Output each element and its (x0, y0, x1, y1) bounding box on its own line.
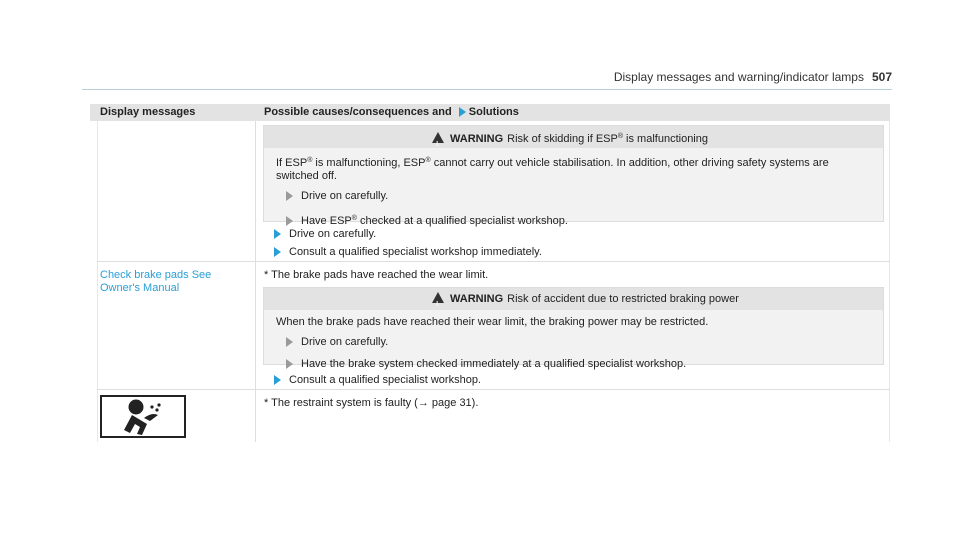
esp-warning-box (263, 125, 884, 227)
warning-step: Have the brake system checked immediately at a qualified specialist workshop. (286, 358, 871, 371)
airbag-warning-icon (100, 395, 186, 438)
warning-body: When the brake pads have reached their wear limit, the braking power may be restricted. (276, 316, 709, 328)
column-header-causes (254, 104, 890, 121)
row-divider (97, 261, 890, 262)
table-border-left (97, 121, 98, 442)
warning-body: If ESP® is malfunctioning, ESP® cannot carry out vehicle stabilisation. In addition, other driving safety systems are switched off. (276, 157, 829, 182)
page-number: 507 (871, 70, 892, 84)
warning-header (264, 288, 883, 310)
table-border-right (889, 121, 890, 442)
step-arrow-icon (274, 247, 281, 257)
warning-title: Risk of accident due to restricted braking power (507, 293, 739, 305)
brake-warning-box (263, 287, 884, 370)
messages-table (90, 104, 890, 442)
cause-text: * The brake pads have reached the wear limit. (264, 269, 489, 281)
column-divider (255, 121, 256, 442)
warning-title-b: is malfunctioning (623, 133, 708, 145)
step-arrow-icon (286, 216, 293, 226)
step-arrow-icon (286, 359, 293, 369)
warning-label: WARNING (450, 293, 504, 305)
warning-step: Drive on carefully. (286, 190, 871, 203)
warning-triangle-icon (432, 292, 444, 303)
play-arrow-icon (459, 107, 466, 117)
column-header-solutions-label: Solutions (468, 106, 519, 118)
warning-triangle-icon (432, 132, 444, 143)
warning-header (264, 126, 883, 148)
step-arrow-icon (286, 191, 293, 201)
warning-title-a: Risk of skidding if ESP (507, 133, 618, 145)
arrow-right-icon: → (417, 397, 429, 409)
warning-step: Drive on carefully. (286, 336, 871, 349)
cause-text-restraint: * The restraint system is faulty (→ page 31). (264, 397, 479, 409)
solution-step: Consult a qualified specialist workshop immediately. (274, 246, 542, 258)
solution-step: Consult a qualified specialist workshop. (274, 374, 481, 386)
warning-step: Have ESP® checked at a qualified specialist workshop. (286, 212, 871, 228)
step-arrow-icon (286, 337, 293, 347)
running-header (614, 70, 892, 84)
header-rule (82, 89, 892, 90)
column-header-causes-label: Possible causes/consequences and (264, 106, 452, 118)
registered-mark: ® (617, 133, 623, 140)
warning-label: WARNING (450, 133, 504, 145)
display-message-brake-pads: Check brake pads See Owner's Manual (100, 269, 212, 294)
header-title: Display messages and warning/indicator lamps (613, 70, 864, 84)
row-divider (97, 389, 890, 390)
step-arrow-icon (274, 229, 281, 239)
solution-step: Drive on carefully. (274, 228, 376, 240)
column-header-display-messages: Display messages (90, 104, 258, 121)
step-arrow-icon (274, 375, 281, 385)
